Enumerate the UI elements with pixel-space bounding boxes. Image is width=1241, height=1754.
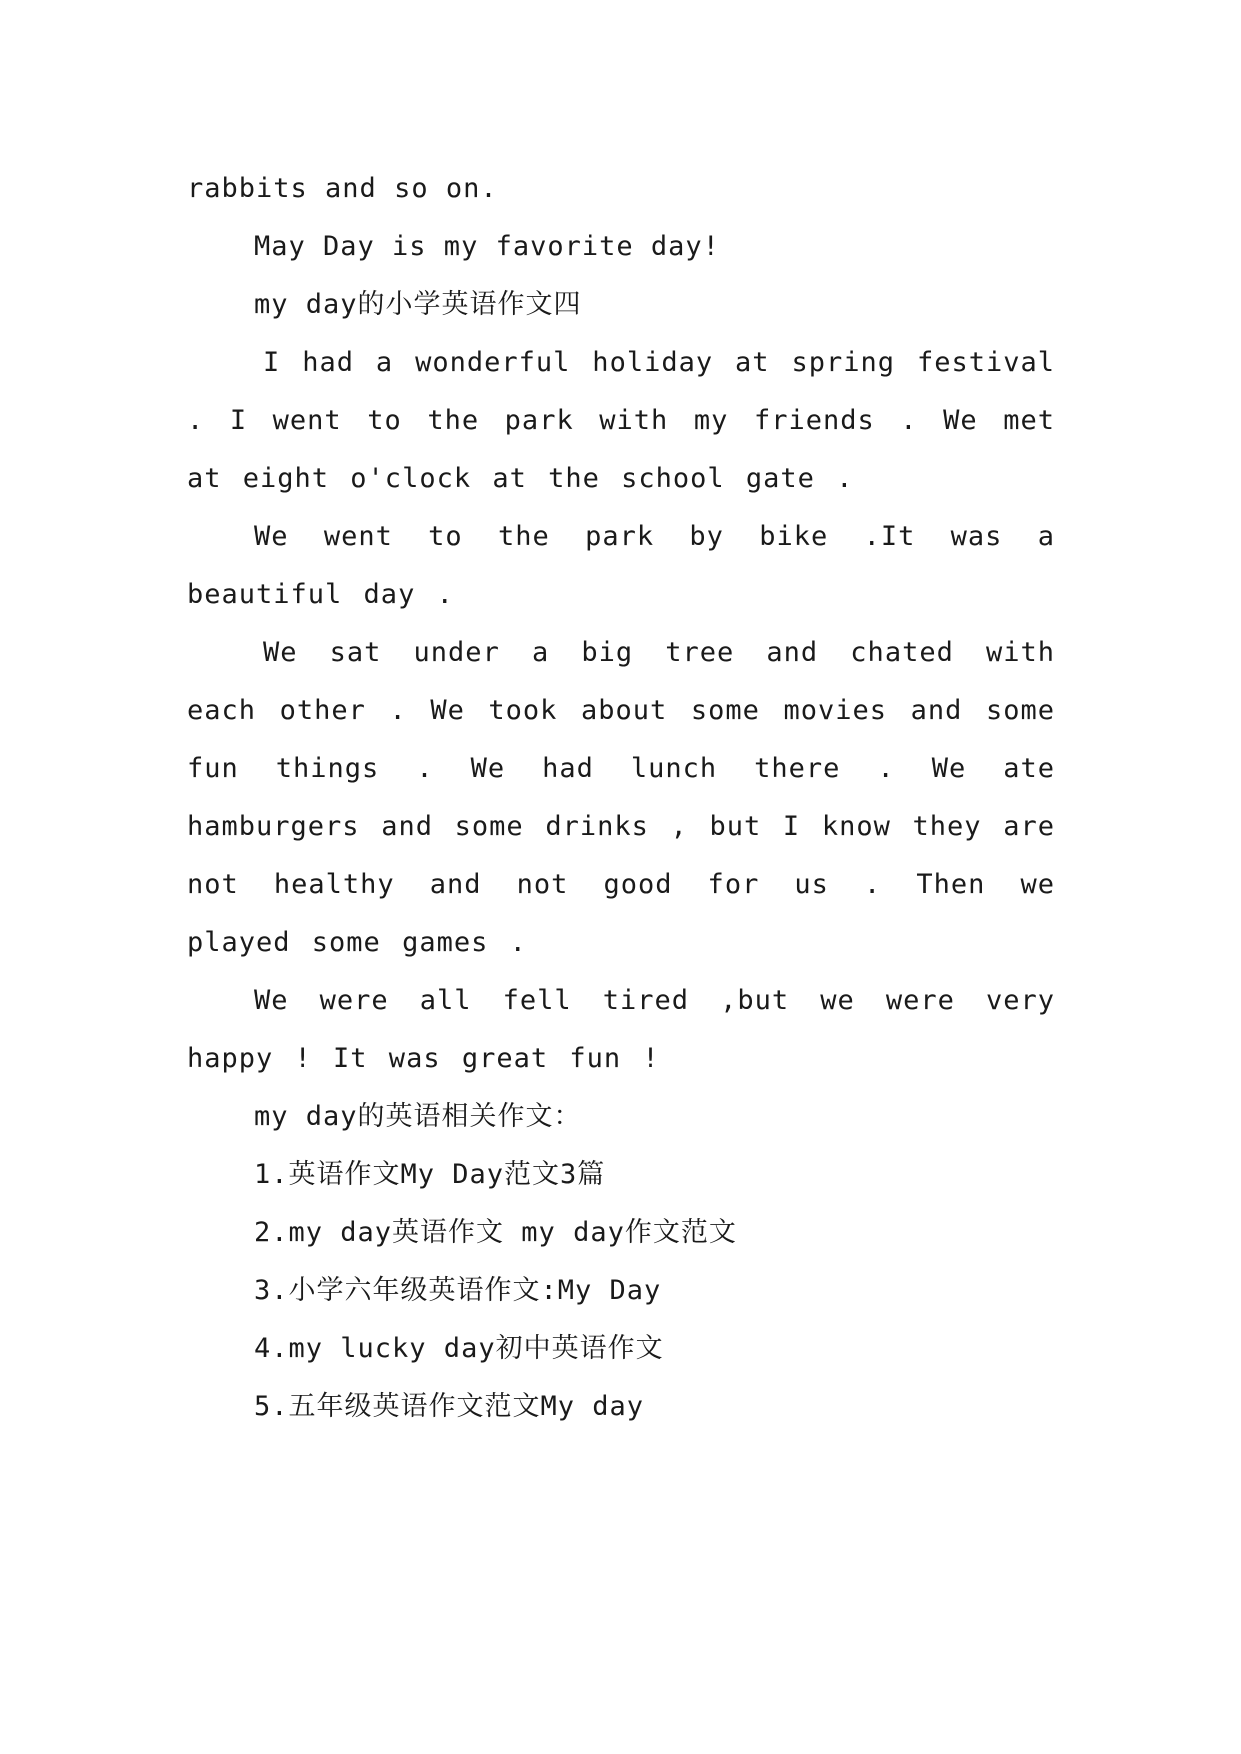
paragraph-happy: We were all fell tired ,but we were very happy ! It was great fun ! [187,985,1055,1074]
paragraph-tree: We sat under a big tree and chated with each other . We took about some movies and some fun things . We had lunch there . We ate hamburgers and some drinks , but I know they are not healthy and not good for us . Then we played some games . [187,637,1055,958]
document-body [187,160,1055,1436]
related-essay-link[interactable]: 1.英语作文My Day范文3篇 [254,1159,606,1190]
text-line-may-day: May Day is my favorite day! [254,231,720,262]
related-essay-link[interactable]: 5.五年级英语作文范文My day [254,1391,645,1422]
related-essay-link[interactable]: 3.小学六年级英语作文:My Day [254,1275,662,1306]
paragraph-holiday: I had a wonderful holiday at spring festival . I went to the park with my friends . We met at eight o'clock at the school gate . [187,347,1055,494]
related-essays-heading: my day的英语相关作文： [254,1101,582,1132]
related-essay-link[interactable]: 4.my lucky day初中英语作文 [254,1333,664,1364]
essay-title-four: my day的小学英语作文四 [254,289,582,320]
paragraph-bike: We went to the park by bike .It was a beautiful day . [187,521,1055,610]
text-line-rabbits: rabbits and so on. [187,173,498,204]
related-essay-link[interactable]: 2.my day英语作文 my day作文范文 [254,1217,737,1248]
